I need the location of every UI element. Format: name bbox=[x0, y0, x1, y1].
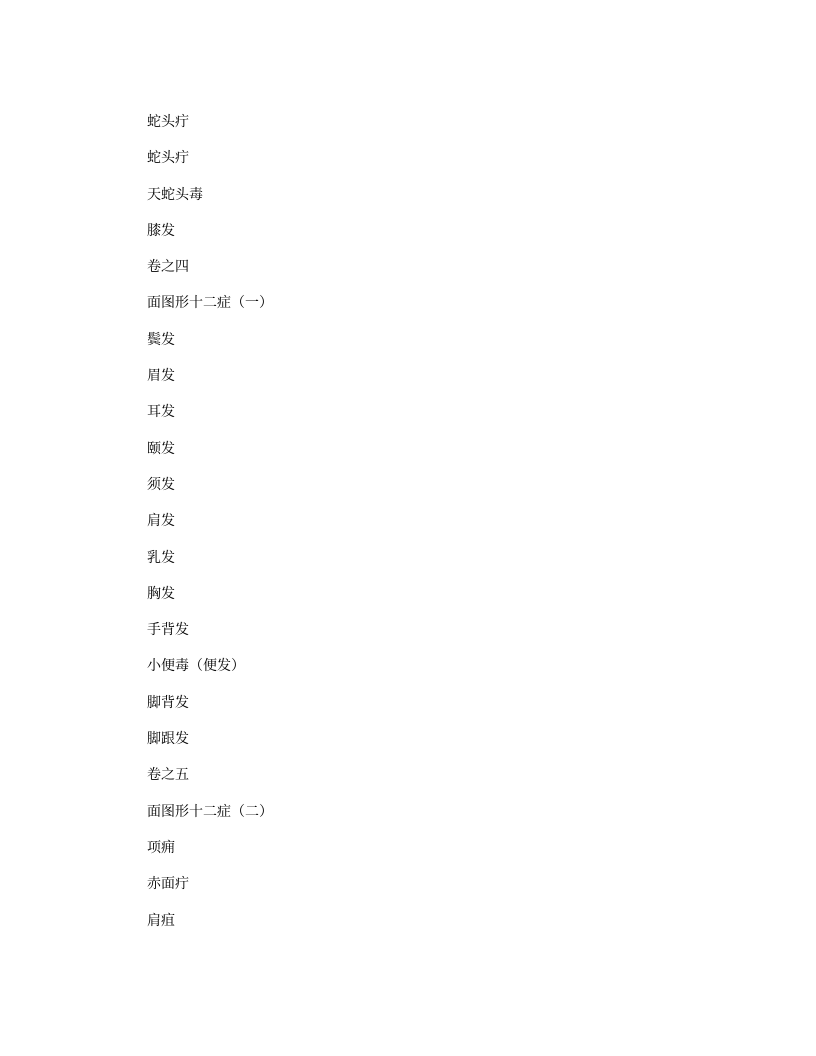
list-item: 鬓发 bbox=[147, 331, 175, 348]
list-item: 颐发 bbox=[147, 440, 175, 457]
list-item: 项痈 bbox=[147, 839, 175, 856]
section-heading: 面图形十二症（一） bbox=[147, 295, 273, 312]
list-item: 脚跟发 bbox=[147, 731, 189, 748]
list-item: 肩疽 bbox=[147, 912, 175, 929]
list-item: 赤面疔 bbox=[147, 876, 189, 893]
list-item: 胸发 bbox=[147, 585, 175, 602]
list-item: 眉发 bbox=[147, 368, 175, 385]
volume-heading: 卷之五 bbox=[147, 767, 189, 784]
list-item: 手背发 bbox=[147, 622, 189, 639]
list-item: 小便毒（便发） bbox=[147, 658, 245, 675]
list-item: 膝发 bbox=[147, 222, 175, 239]
section-heading: 面图形十二症（二） bbox=[147, 803, 273, 820]
list-item: 肩发 bbox=[147, 513, 175, 530]
entry-list bbox=[147, 112, 273, 947]
list-item: 乳发 bbox=[147, 549, 175, 566]
list-item: 蛇头疔 bbox=[147, 150, 189, 167]
list-item: 须发 bbox=[147, 476, 175, 493]
list-item: 蛇头疔 bbox=[147, 114, 189, 130]
volume-heading: 卷之四 bbox=[147, 259, 189, 276]
list-item: 耳发 bbox=[147, 404, 175, 421]
list-item: 脚背发 bbox=[147, 694, 189, 711]
list-item: 天蛇头毒 bbox=[147, 186, 203, 203]
